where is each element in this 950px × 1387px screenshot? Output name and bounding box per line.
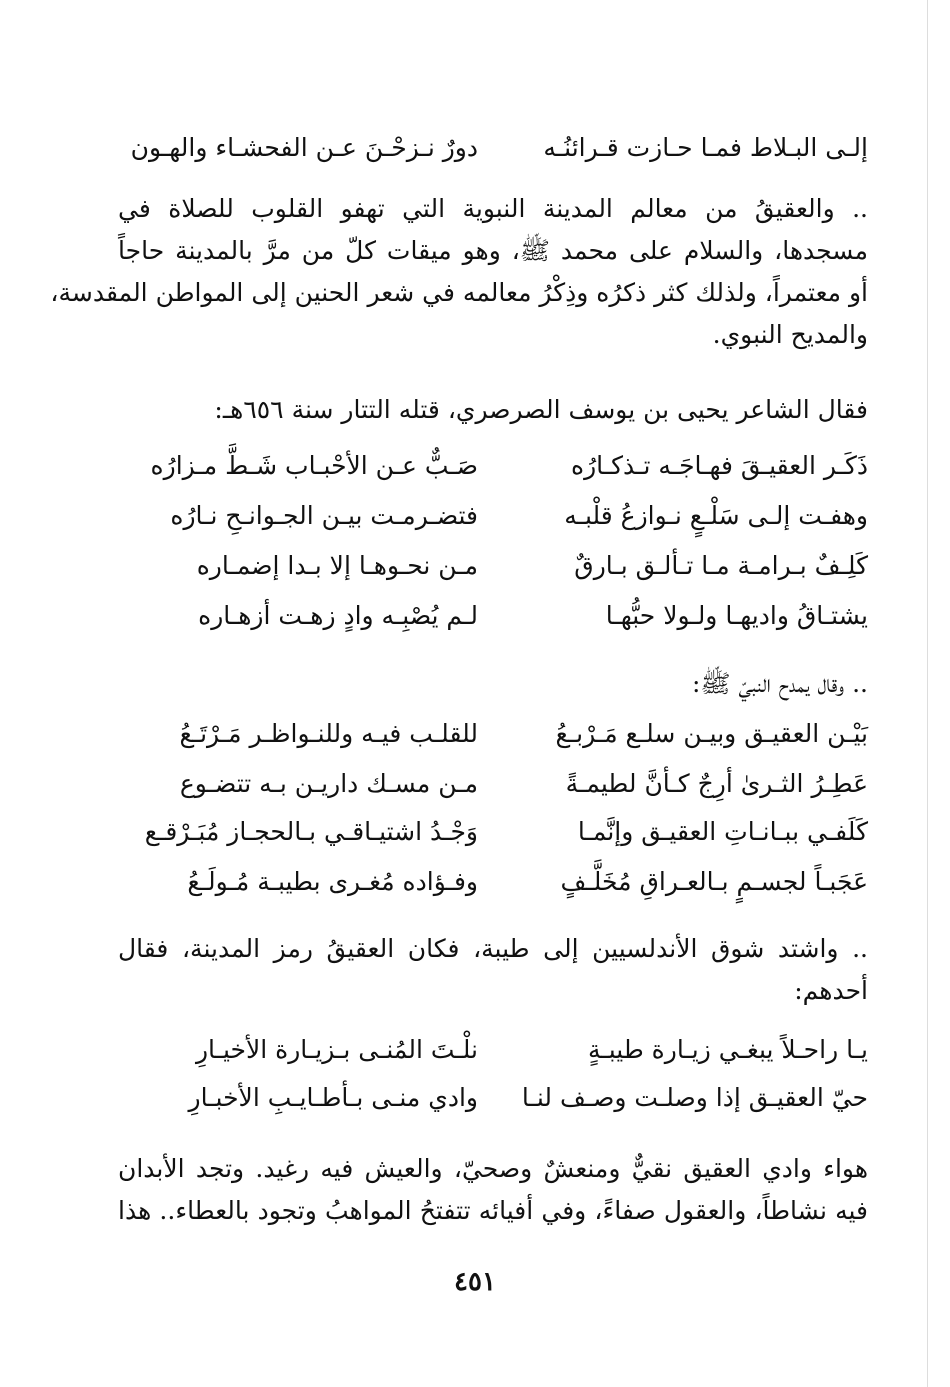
poem3-verse-second: وادي منـى بـأطـايـبِ الأخبـارِ: [188, 1083, 478, 1112]
paragraph-line: والمديح النبوي.: [712, 320, 868, 349]
poem2-verse-first: بَيْـن العقيـق وبيـن سلـع مَـرْبـعُ: [555, 719, 868, 748]
poem3-verse-second: نلْـتَ المُنـى بـزيـارة الأخيـارِ: [195, 1035, 478, 1064]
paragraph-line: .. واشتد شوق الأندلسيين إلى طيبة، فكان العقيقُ رمز المدينة، فقال: [118, 934, 868, 963]
poem1-verse-first: كَلِـفٌ بـرامـة مـا تـألـق بـارقٌ: [574, 551, 868, 580]
page-edge-line: [927, 0, 928, 1387]
paragraph-andalus: [118, 928, 868, 1012]
poem3-verse-first: حيّ العقيـق إذا وصلـت وصـف لنـا: [521, 1083, 868, 1112]
paragraph-line: .. والعقيقُ من معالم المدينة النبوية التي تهفو القلوب للصلاة في: [118, 194, 868, 223]
top-verse-second: دورٌ نـزحْـنَ عـن الفحشـاء والهـون: [130, 133, 478, 162]
paragraph-line: مسجدها، والسلام على محمد ﷺ، وهو ميقات كلّ من مرَّ بالمدينة حاجاً: [118, 236, 868, 265]
top-verse-first: إلـى البـلاط فمـا حـازت قـرائنُـه: [543, 133, 868, 162]
poem3-verse-first: يـا راحـلاً يبغـي زيـارة طيبـةٍ: [588, 1035, 868, 1064]
poem2-verse-second: وفـؤاده مُغـرى بطيبـة مُـولَـعُ: [187, 867, 478, 896]
paragraph-line: فيه نشاطاً، والعقول صفاءً، وفي أفيائه تتفتحُ المواهبُ وتجود بالعطاء.. هذا: [118, 1196, 868, 1225]
poem2-verse-first: عَجَبـاً لجسـمٍ بـالعـراقِ مُخَلَّـفٍ: [560, 867, 868, 896]
paragraph-line: هواء وادي العقيق نقيٌّ ومنعشٌ وصحيّ، والعيش فيه رغيد. وتجد الأبدان: [118, 1154, 868, 1183]
paragraph-line: أحدهم:: [794, 976, 868, 1005]
poem2-verse-first: كَلَفـي ببـانـاتِ العقيـق وإنَّمـا: [577, 817, 868, 846]
poem2-verse-second: وَجْـدُ اشتيـاقـي بـالحجـاز مُبَـرْقـع: [144, 817, 478, 846]
poem2-intro: .. وقال يمدح النبيّ ﷺ:: [691, 669, 868, 698]
poem1-intro: فقال الشاعر يحيى بن يوسف الصرصري، قتله التتار سنة ٦٥٦هـ:: [214, 395, 868, 424]
poem2-verse-first: عَطِـرُ الثـرىٰ أرِجٌ كـأنَّ لطيمـةً: [565, 769, 868, 798]
page-number: ٤٥١: [454, 1267, 496, 1297]
paragraph-line: أو معتمراً، ولذلك كثر ذكرُه وذِكْرُ معالمه في شعر الحنين إلى المواطن المقدسة،: [50, 278, 868, 307]
poem1-verse-first: وهفـت إلـى سَلْـعٍ نـوازعُ قلْبـه: [564, 501, 868, 530]
poem1-verse-second: صَـبٌّ عـن الأحْبـاب شَـطَّ مـزارُه: [150, 451, 478, 480]
poem2-verse-second: للقلـب فيـه وللنـواظـر مَـرْتَـعُ: [179, 719, 478, 748]
paragraph-aqiq-intro: [50, 188, 868, 356]
poem1-verse-first: يشتـاقُ واديهـا ولـولا حبُّهـا: [605, 601, 868, 630]
paragraph-climate: [118, 1148, 868, 1232]
poem1-verse-second: فتضـرمـت بيـن الجـوانـحِ نـارُه: [170, 501, 478, 530]
poem1-verse-second: مـن نحـوهـا إلا بـدا إضمـاره: [196, 551, 478, 580]
poem1-verse-second: لـم يُصْبِـه وادٍ زهـت أزهـاره: [198, 601, 478, 630]
poem1-verse-first: ذَكَـر العقيـقَ فهـاجَـه تـذكـارُه: [571, 451, 868, 480]
poem2-verse-second: مـن مسـك داريـن بـه تتضـوع: [179, 769, 478, 798]
